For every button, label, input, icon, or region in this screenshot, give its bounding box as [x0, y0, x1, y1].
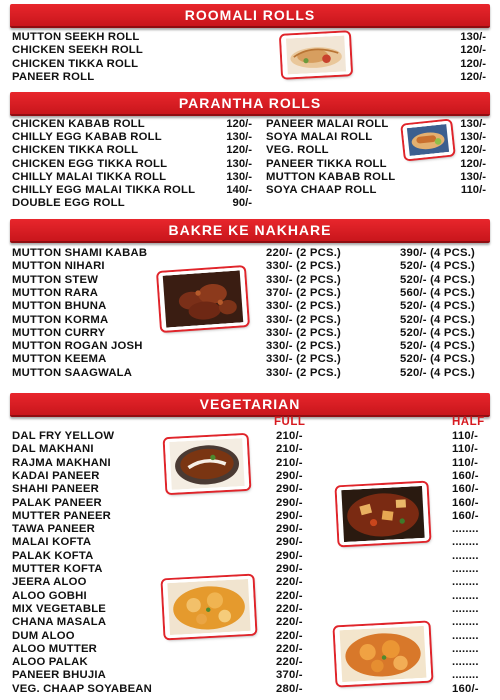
menu-item-name: CHICKEN EGG TIKKA ROLL	[12, 157, 168, 170]
aloo-image	[338, 626, 429, 683]
menu-item-name: MUTTON SAAGWALA	[12, 366, 133, 379]
menu-item-name: MUTTON KORMA	[12, 313, 109, 326]
menu-item-price-full: 290/-	[276, 536, 303, 549]
menu-item-name: CHICKEN KABAB ROLL	[12, 118, 145, 130]
menu-item-price-full: 280/-	[276, 682, 303, 695]
paratha-roll-photo	[402, 121, 453, 160]
menu-item-price-2pcs: 330/- (2 PCS.)	[266, 273, 341, 286]
menu-item-name: DOUBLE EGG ROLL	[12, 197, 125, 210]
menu-item-price: 130/-	[226, 131, 252, 144]
menu-item-name: JEERA ALOO	[12, 576, 87, 589]
paratha-rolls-header: PARANTHA ROLLS	[10, 92, 490, 116]
menu-item-name: MUTTON NIHARI	[12, 260, 105, 273]
half-column-header: HALF	[452, 416, 485, 428]
vegetable-image	[166, 579, 253, 635]
menu-item-name: PANEER BHUJIA	[12, 669, 107, 682]
menu-item-name: MUTTER KOFTA	[12, 563, 103, 575]
menu-item-price-half: ........	[452, 589, 479, 602]
menu-item-name: ALOO PALAK	[12, 656, 88, 669]
menu-item-price-4pcs: 560/- (4 PCS.)	[400, 286, 475, 299]
menu-item-price-half: 160/-	[452, 483, 479, 496]
menu-item-price-2pcs: 330/- (2 PCS.)	[266, 313, 341, 326]
menu-item-price-full: 210/-	[276, 456, 303, 469]
menu-item-price-half: ........	[452, 602, 479, 615]
menu-item-price-full: 210/-	[276, 430, 303, 442]
menu-item-name: MUTTER PANEER	[12, 509, 112, 522]
menu-item-price-4pcs: 520/- (4 PCS.)	[400, 353, 475, 366]
menu-item-name: CHANA MASALA	[12, 616, 107, 629]
menu-item-name: CHILLY MALAI TIKKA ROLL	[12, 170, 167, 183]
menu-item-price-half: ........	[452, 549, 479, 562]
menu-item-name: PANEER TIKKA ROLL	[266, 157, 387, 170]
menu-item-price: 130/-	[460, 131, 486, 144]
menu-item-price: 120/-	[460, 157, 486, 170]
menu-item-price-half: ........	[452, 629, 479, 642]
menu-item-name: DAL FRY YELLOW	[12, 430, 115, 442]
menu-item-price-half: ........	[452, 536, 479, 549]
menu-item-price-full: 290/-	[276, 509, 303, 522]
menu-item-price-full: 290/-	[276, 549, 303, 562]
menu-item-name: MUTTON BHUNA	[12, 300, 107, 313]
menu-item-name: MUTTON SEEKH ROLL	[12, 31, 140, 43]
menu-item-name: MUTTON STEW	[12, 273, 99, 286]
menu-item-price: 120/-	[226, 118, 252, 130]
menu-item-name: CHILLY EGG KABAB ROLL	[12, 131, 162, 144]
menu-item-name: MUTTON ROGAN JOSH	[12, 340, 143, 353]
paneer-image	[340, 486, 427, 542]
menu-item-name: SOYA CHAAP ROLL	[266, 184, 377, 196]
menu-item-price-full: 290/-	[276, 496, 303, 509]
bakre-ke-nakhare-header: BAKRE KE NAKHARE	[10, 219, 490, 243]
menu-item-price-4pcs: 520/- (4 PCS.)	[400, 326, 475, 339]
menu-item-price-half: ........	[452, 616, 479, 629]
vegetarian-header: VEGETARIAN	[10, 393, 490, 417]
menu-item-price: 120/-	[460, 71, 486, 84]
full-column-header: FULL	[274, 416, 306, 428]
dal-makhani-photo	[165, 435, 250, 493]
mutton-image	[161, 270, 244, 327]
menu-item-price-half: 160/-	[452, 509, 479, 522]
menu-item-price-full: 220/-	[276, 602, 303, 615]
roll-image	[284, 35, 348, 74]
menu-item-price: 130/-	[460, 170, 486, 183]
menu-item-price-2pcs: 330/- (2 PCS.)	[266, 353, 341, 366]
menu-item-price-full: 290/-	[276, 483, 303, 496]
menu-item-name: DAL MAKHANI	[12, 443, 94, 456]
menu-item-price-2pcs: 330/- (2 PCS.)	[266, 366, 341, 379]
roomali-roll-photo	[281, 32, 351, 78]
menu-item-name: MUTTON RARA	[12, 286, 99, 299]
menu-item-name: PALAK KOFTA	[12, 549, 94, 562]
menu-item-price-full: 220/-	[276, 589, 303, 602]
menu-item-name: SOYA MALAI ROLL	[266, 131, 373, 144]
menu-item-price-2pcs: 330/- (2 PCS.)	[266, 260, 341, 273]
menu-item-name: CHICKEN TIKKA ROLL	[12, 144, 139, 157]
menu-item-price-2pcs: 330/- (2 PCS.)	[266, 326, 341, 339]
menu-item-price: 120/-	[226, 144, 252, 157]
menu-item-price-half: ........	[452, 669, 479, 682]
menu-item-price-2pcs: 330/- (2 PCS.)	[266, 300, 341, 313]
menu-item-price-half: 110/-	[452, 456, 479, 469]
menu-item-name: MUTTON KABAB ROLL	[266, 170, 396, 183]
menu-item-price: 130/-	[226, 170, 252, 183]
menu-item-price-4pcs: 520/- (4 PCS.)	[400, 340, 475, 353]
menu-item-price: 120/-	[460, 44, 486, 57]
menu-item-price-4pcs: 390/- (4 PCS.)	[400, 247, 475, 259]
menu-item-price-4pcs: 520/- (4 PCS.)	[400, 300, 475, 313]
menu-item-price-full: 290/-	[276, 523, 303, 536]
menu-item-name: PANEER ROLL	[12, 71, 95, 84]
menu-item-name: DUM ALOO	[12, 629, 75, 642]
menu-item-price: 110/-	[460, 184, 486, 196]
menu-item-price-half: 110/-	[452, 430, 479, 442]
dum-aloo-photo	[335, 623, 432, 686]
paratha-image	[406, 124, 451, 156]
menu-item-name: KADAI PANEER	[12, 469, 100, 482]
menu-item-price-full: 220/-	[276, 656, 303, 669]
menu-item-price-half: 160/-	[452, 682, 479, 695]
menu-item-name: CHICKEN SEEKH ROLL	[12, 44, 144, 57]
dal-image	[168, 438, 246, 490]
menu-item-price-full: 220/-	[276, 576, 303, 589]
menu-item-name: CHILLY EGG MALAI TIKKA ROLL	[12, 184, 196, 196]
menu-item-price-2pcs: 220/- (2 PCS.)	[266, 247, 341, 259]
menu-item-price-4pcs: 520/- (4 PCS.)	[400, 273, 475, 286]
menu-item-price-2pcs: 330/- (2 PCS.)	[266, 340, 341, 353]
mix-vegetable-photo	[163, 576, 256, 639]
menu-item-name: ALOO GOBHI	[12, 589, 87, 602]
menu-item-price-half: 110/-	[452, 443, 479, 456]
menu-item-price-half: 160/-	[452, 469, 479, 482]
menu-item-name: MUTTON CURRY	[12, 326, 106, 339]
kadai-paneer-photo	[337, 483, 430, 546]
menu-item-price-full: 210/-	[276, 443, 303, 456]
menu-item-price-half: ........	[452, 642, 479, 655]
menu-item-name: PALAK PANEER	[12, 496, 102, 509]
roomali-rolls-header: ROOMALI ROLLS	[10, 4, 490, 28]
menu-item-name: TAWA PANEER	[12, 523, 95, 536]
menu-item-name: MUTTON SHAMI KABAB	[12, 247, 148, 259]
menu-item-name: SHAHI PANEER	[12, 483, 99, 496]
menu-item-price-full: 220/-	[276, 629, 303, 642]
menu-item-price: 120/-	[460, 57, 486, 70]
mutton-dish-photo	[158, 267, 248, 331]
menu-item-name: MIX VEGETABLE	[12, 602, 107, 615]
menu-item-name: CHICKEN TIKKA ROLL	[12, 57, 139, 70]
menu-item-price-half: ........	[452, 576, 479, 589]
menu-item-name: PANEER MALAI ROLL	[266, 118, 389, 130]
menu-item-price-full: 290/-	[276, 563, 303, 575]
menu-item-price-4pcs: 520/- (4 PCS.)	[400, 260, 475, 273]
menu-item-price-full: 220/-	[276, 616, 303, 629]
menu-item-price-half: ........	[452, 563, 479, 575]
menu-item-price-full: 220/-	[276, 642, 303, 655]
menu-item-name: MUTTON KEEMA	[12, 353, 107, 366]
menu-item-name: VEG. ROLL	[266, 144, 329, 157]
menu-item-name: RAJMA MAKHANI	[12, 456, 111, 469]
menu-item-price: 130/-	[226, 157, 252, 170]
menu-item-name: VEG. CHAAP SOYABEAN	[12, 682, 153, 695]
menu-item-price-2pcs: 370/- (2 PCS.)	[266, 286, 341, 299]
menu-item-price-4pcs: 520/- (4 PCS.)	[400, 366, 475, 379]
menu-item-price-half: 160/-	[452, 496, 479, 509]
menu-item-price-full: 370/-	[276, 669, 303, 682]
menu-item-price: 140/-	[226, 184, 252, 196]
menu-item-price-full: 290/-	[276, 469, 303, 482]
menu-item-price: 120/-	[460, 144, 486, 157]
menu-item-name: ALOO MUTTER	[12, 642, 98, 655]
menu-item-price: 130/-	[460, 31, 486, 43]
menu-item-price-half: ........	[452, 523, 479, 536]
menu-item-price: 130/-	[460, 118, 486, 130]
menu-item-price: 90/-	[232, 197, 252, 210]
menu-item-price-4pcs: 520/- (4 PCS.)	[400, 313, 475, 326]
menu-item-price-half: ........	[452, 656, 479, 669]
menu-item-name: MALAI KOFTA	[12, 536, 92, 549]
